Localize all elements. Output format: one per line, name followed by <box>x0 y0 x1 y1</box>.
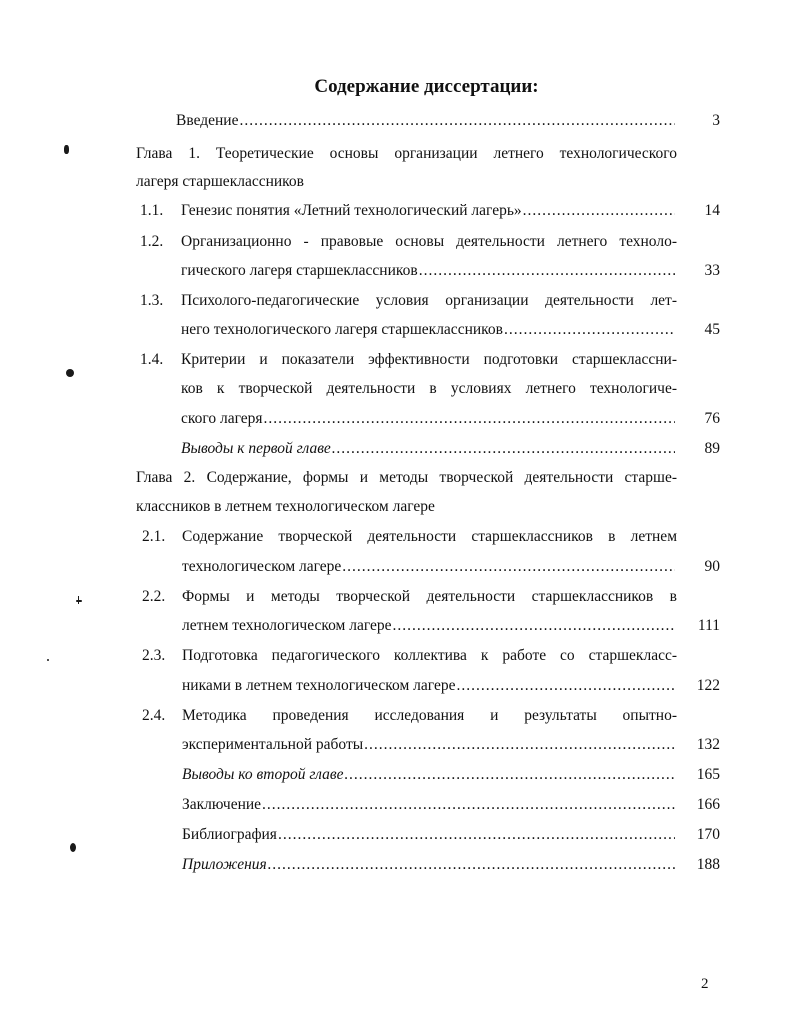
toc-entry-1-1 <box>181 201 675 221</box>
toc-entry-1-4-line3 <box>181 409 675 429</box>
toc-entry-2-2-line2 <box>182 616 675 636</box>
leader-dots <box>342 557 675 577</box>
toc-page-number: 33 <box>704 262 720 279</box>
page-number: 2 <box>701 976 709 992</box>
section-number: 2.4. <box>142 707 166 724</box>
toc-page-number: 165 <box>696 766 720 783</box>
toc-page-number: 45 <box>704 321 720 338</box>
section-number: 1.1. <box>140 202 164 219</box>
scan-speck-mark <box>78 596 79 604</box>
toc-page-number: 111 <box>697 617 720 634</box>
section-number: 2.1. <box>142 528 166 545</box>
toc-entry-label: Генезис понятия «Летний технологический лагерь» <box>181 202 522 219</box>
chapter-2-heading-line1: Глава 2. Содержание, формы и методы творческой деятельности старше- <box>136 469 677 486</box>
leader-dots <box>264 409 676 429</box>
leader-dots <box>278 825 675 845</box>
toc-entry-label: ского лагеря <box>181 410 263 427</box>
section-number: 1.4. <box>140 351 164 368</box>
leader-dots <box>364 735 675 755</box>
toc-entry-1-4-line2: ков к творческой деятельности в условиях летнего технологиче- <box>181 380 677 397</box>
toc-entry-2-4-line2 <box>182 735 675 755</box>
leader-dots <box>262 795 675 815</box>
page-title: Содержание диссертации: <box>314 76 539 97</box>
toc-entry-2-1-line1: Содержание творческой деятельности старшеклассников в летнем <box>182 528 677 545</box>
toc-page-number: 188 <box>696 856 720 873</box>
toc-entry-label: Заключение <box>182 796 262 813</box>
toc-page-number: 90 <box>704 558 720 575</box>
toc-page-number: 89 <box>704 440 720 457</box>
toc-entry-label: летнем технологическом лагере <box>182 617 392 634</box>
section-number: 1.3. <box>140 292 164 309</box>
leader-dots <box>268 855 675 875</box>
section-number: 1.2. <box>140 233 164 250</box>
section-number: 2.3. <box>142 647 166 664</box>
chapter-2-heading-line2: классников в летнем технологическом лагере <box>136 498 435 515</box>
toc-entry-label: технологическом лагере <box>182 558 342 575</box>
toc-entry-1-2-line2 <box>181 261 675 281</box>
toc-page-number: 122 <box>696 677 720 694</box>
chapter-1-heading-line1: Глава 1. Теоретические основы организации летнего технологического <box>136 145 677 162</box>
scan-speck-mark <box>66 369 74 377</box>
leader-dots <box>504 320 675 340</box>
toc-entry-conclusion-2 <box>182 765 675 785</box>
toc-entry-2-1-line2 <box>182 557 675 577</box>
toc-page-number: 166 <box>696 796 720 813</box>
toc-entry-2-2-line1: Формы и методы творческой деятельности старшеклассников в <box>182 588 677 605</box>
section-number: 2.2. <box>142 588 166 605</box>
toc-page-number: 132 <box>696 736 720 753</box>
leader-dots <box>419 261 675 281</box>
scan-speck-mark <box>76 600 82 602</box>
toc-page-number: 76 <box>704 410 720 427</box>
leader-dots <box>344 765 675 785</box>
toc-page-number: 14 <box>704 202 720 219</box>
toc-entry-label: Библиография <box>182 826 277 843</box>
toc-page-number: 3 <box>712 112 720 129</box>
leader-dots <box>332 439 675 459</box>
toc-page-number: 170 <box>696 826 720 843</box>
toc-entry-2-3-line2 <box>182 676 675 696</box>
toc-entry-1-3-line2 <box>181 320 675 340</box>
toc-entry-1-2-line1: Организационно - правовые основы деятельности летнего техноло- <box>181 233 677 250</box>
leader-dots <box>393 616 675 636</box>
toc-entry-2-4-line1: Методика проведения исследования и результаты опытно- <box>182 707 677 724</box>
toc-entry-label: Выводы ко второй главе <box>182 766 344 783</box>
leader-dots <box>239 111 675 131</box>
toc-entry-appendices <box>182 855 675 875</box>
toc-entry-label: Выводы к первой главе <box>181 440 331 457</box>
toc-entry-label: Приложения <box>182 856 267 873</box>
leader-dots <box>523 201 675 221</box>
toc-entry-label: экспериментальной работы <box>182 736 364 753</box>
toc-entry-label: никами в летнем технологическом лагере <box>182 677 456 694</box>
scan-speck-mark <box>47 659 49 661</box>
chapter-1-heading-line2: лагеря старшеклассников <box>136 173 304 190</box>
toc-entry-1-3-line1: Психолого-педагогические условия организации деятельности лет- <box>181 292 677 309</box>
toc-entry-2-3-line1: Подготовка педагогического коллектива к работе со старшекласс- <box>182 647 677 664</box>
scan-speck-mark <box>70 843 76 852</box>
toc-entry-bibliography <box>182 825 675 845</box>
scan-speck-mark <box>64 145 69 154</box>
toc-entry-conclusion-1 <box>181 439 675 459</box>
toc-entry-conclusion <box>182 795 675 815</box>
toc-entry-label: гического лагеря старшеклассников <box>181 262 418 279</box>
toc-entry-intro <box>176 111 675 131</box>
toc-entry-label: него технологического лагеря старшеклассников <box>181 321 503 338</box>
toc-entry-1-4-line1: Критерии и показатели эффективности подготовки старшеклассни- <box>181 351 677 368</box>
toc-entry-label: Введение <box>176 112 239 129</box>
leader-dots <box>456 676 675 696</box>
